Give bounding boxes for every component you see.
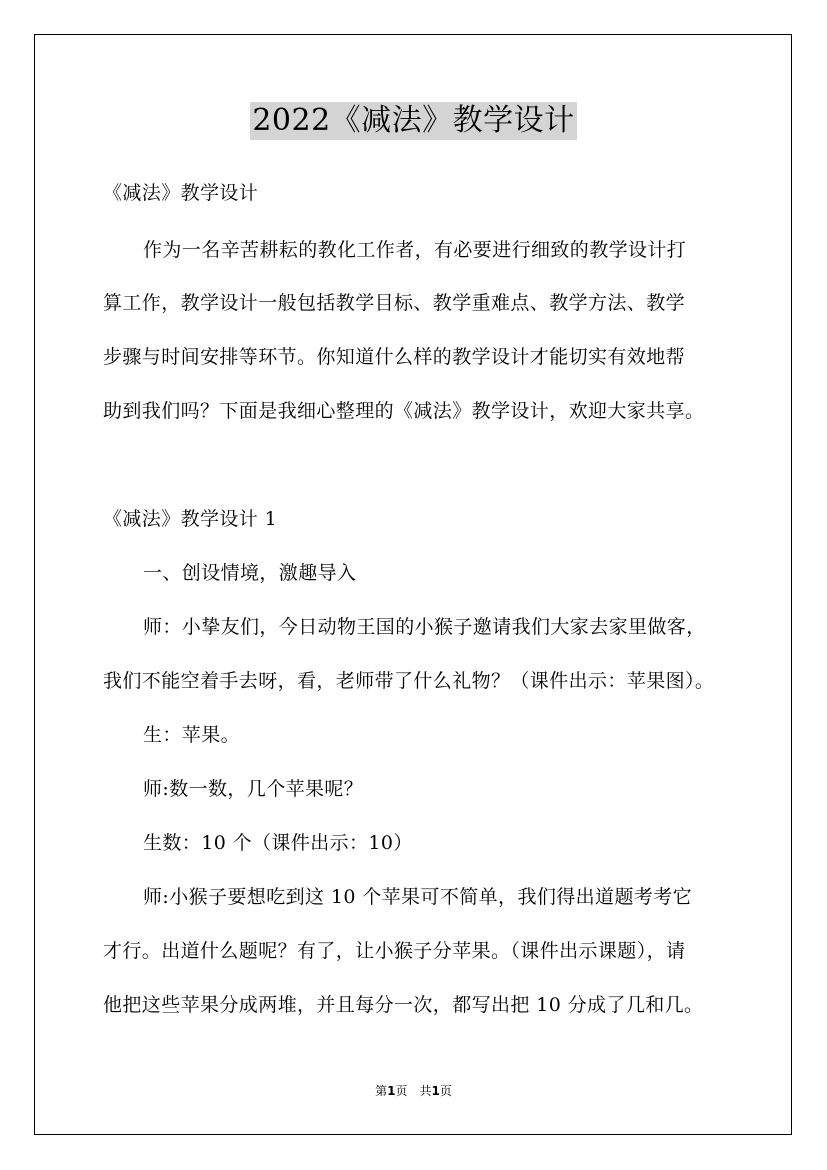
footer-page-number: 1 (387, 1084, 396, 1098)
paragraph-line: 步骤与时间安排等环节。你知道什么样的教学设计才能切实有效地帮 (103, 346, 686, 368)
footer-suffix: 页 (439, 1084, 452, 1098)
footer-mid: 页 共 (395, 1084, 432, 1098)
footer-page-total: 1 (431, 1084, 440, 1098)
page-footer (0, 1083, 827, 1099)
paragraph-line: 才行。出道什么题呢？有了，让小猴子分苹果。（课件出示课题），请 (103, 940, 686, 962)
paragraph-line: 师:小猴子要想吃到这 10 个苹果可不简单，我们得出道题考考它 (143, 886, 693, 908)
title-wrap (0, 102, 827, 140)
paragraph-line: 我们不能空着手去呀，看，老师带了什么礼物？（课件出示：苹果图）。 (103, 670, 715, 692)
paragraph-line: 算工作，教学设计一般包括教学目标、教学重难点、教学方法、教学 (103, 292, 686, 314)
document-title: 2022《减法》教学设计 (252, 103, 575, 138)
paragraph-line: 助到我们吗？下面是我细心整理的《减法》教学设计，欢迎大家共享。 (103, 400, 705, 422)
paragraph-line: 生数：10 个（课件出示：10） (143, 832, 413, 854)
paragraph-line: 师：小挚友们，今日动物王国的小猴子邀请我们大家去家里做客， (143, 616, 706, 638)
paragraph-line: 生：苹果。 (143, 724, 241, 746)
paragraph-line: 师:数一数，几个苹果呢？ (143, 778, 364, 800)
paragraph-line: 一、创设情境，激趣导入 (143, 562, 357, 584)
paragraph-line: 作为一名辛苦耕耘的教化工作者，有必要进行细致的教学设计打 (143, 239, 687, 261)
section-heading: 《减法》教学设计 1 (103, 508, 278, 530)
footer-prefix: 第 (375, 1084, 388, 1098)
section-heading: 《减法》教学设计 (103, 182, 259, 204)
paragraph-line: 他把这些苹果分成两堆，并且每分一次，都写出把 10 分成了几和几。 (103, 994, 704, 1016)
